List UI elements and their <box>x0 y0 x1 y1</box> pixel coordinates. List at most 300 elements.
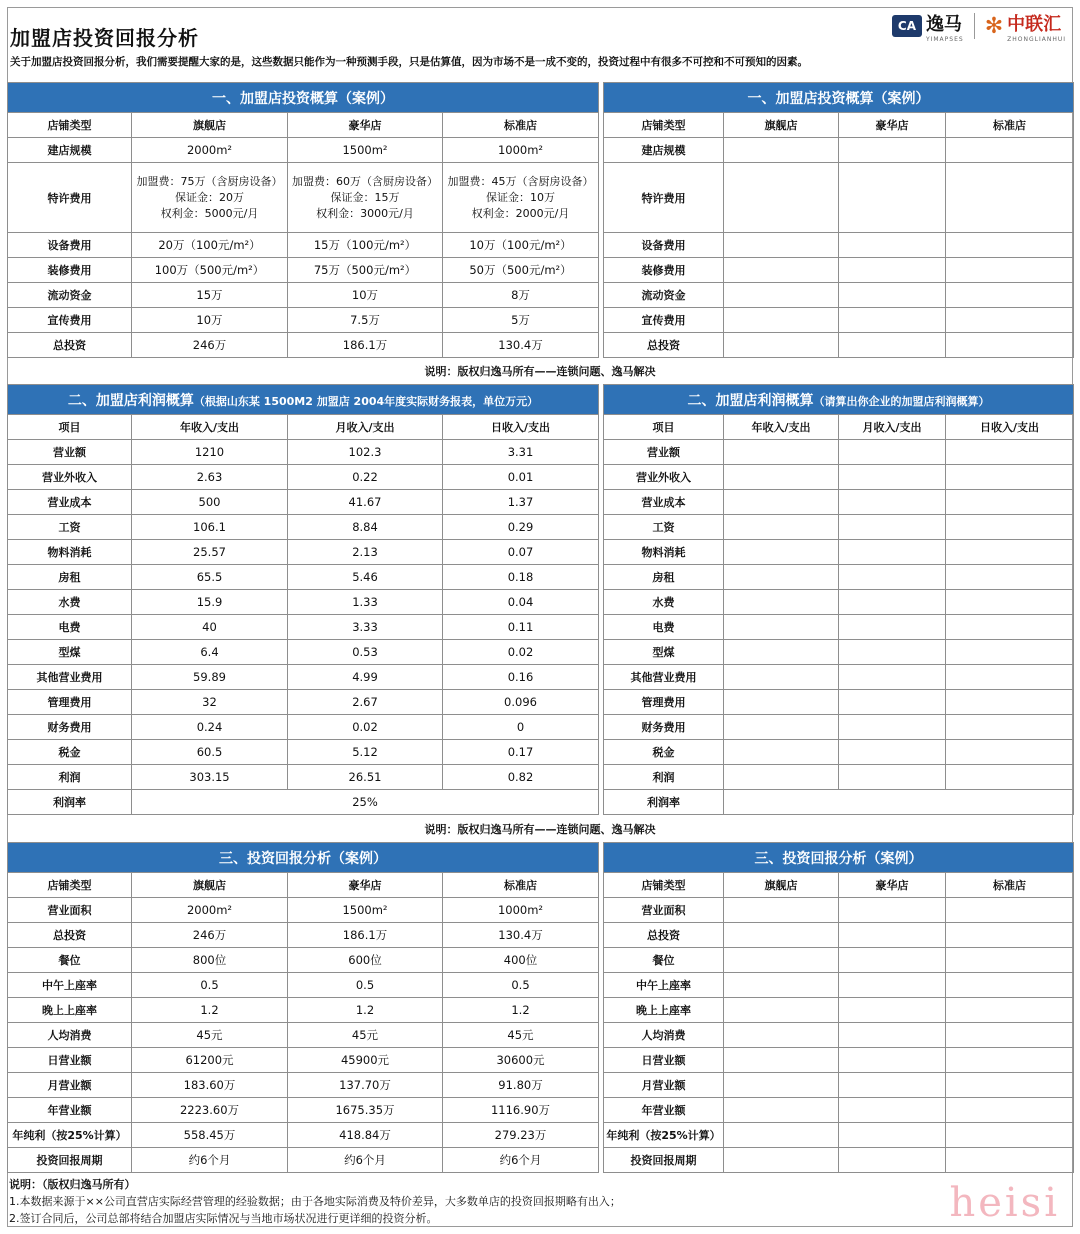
column-header: 项目 <box>8 415 132 440</box>
table-cell: 约6个月 <box>443 1148 599 1173</box>
table-cell: 40 <box>132 615 288 640</box>
empty-cell <box>839 923 946 948</box>
row-label: 流动资金 <box>604 283 724 308</box>
table-cell: 30600元 <box>443 1048 599 1073</box>
empty-cell <box>946 465 1074 490</box>
empty-cell <box>946 740 1074 765</box>
row-label: 财务费用 <box>604 715 724 740</box>
table-row <box>604 1023 1074 1048</box>
column-header: 日收入/支出 <box>443 415 599 440</box>
empty-cell <box>839 665 946 690</box>
empty-cell <box>724 283 839 308</box>
row-label: 营业成本 <box>604 490 724 515</box>
row-label: 宣传费用 <box>8 308 132 333</box>
table-row <box>604 490 1074 515</box>
empty-cell <box>724 1123 839 1148</box>
empty-cell <box>724 333 839 358</box>
table-cell: 61200元 <box>132 1048 288 1073</box>
table-row <box>604 258 1074 283</box>
zhonglianhui-logo-name: 中联汇 <box>1007 13 1062 35</box>
row-label: 营业额 <box>8 440 132 465</box>
empty-cell <box>724 233 839 258</box>
row-label: 装修费用 <box>8 258 132 283</box>
empty-cell <box>839 740 946 765</box>
empty-cell <box>724 1073 839 1098</box>
profit-table-blank <box>603 384 1074 815</box>
table-cell: 10万 <box>132 308 288 333</box>
table-row <box>604 163 1074 233</box>
row-label: 其他营业费用 <box>604 665 724 690</box>
row-label: 年营业额 <box>8 1098 132 1123</box>
row-label: 设备费用 <box>604 233 724 258</box>
table-row <box>604 690 1074 715</box>
empty-cell <box>946 1023 1074 1048</box>
table-cell: 0.16 <box>443 665 599 690</box>
table-cell: 45元 <box>132 1023 288 1048</box>
row-label: 利润率 <box>8 790 132 815</box>
empty-cell <box>946 565 1074 590</box>
empty-cell <box>724 615 839 640</box>
empty-cell <box>946 948 1074 973</box>
table-row <box>604 440 1074 465</box>
row-label: 营业面积 <box>604 898 724 923</box>
yima-logo <box>892 10 964 43</box>
table-cell: 186.1万 <box>288 923 443 948</box>
table-cell: 15.9 <box>132 590 288 615</box>
section-header-title: 二、加盟店利润概算 <box>687 392 814 409</box>
table-row <box>604 515 1074 540</box>
column-header: 旗舰店 <box>132 113 288 138</box>
table-row <box>604 715 1074 740</box>
empty-cell <box>839 440 946 465</box>
table-row <box>604 1123 1074 1148</box>
row-label: 工资 <box>604 515 724 540</box>
row-label: 水费 <box>8 590 132 615</box>
investment-table-example <box>7 82 599 358</box>
yima-logo-name: 逸马 <box>925 13 962 35</box>
return-table-example <box>7 842 599 1173</box>
return-table-blank <box>603 842 1074 1173</box>
row-label: 总投资 <box>8 333 132 358</box>
section-header: 一、加盟店投资概算（案例） <box>8 83 599 113</box>
empty-cell <box>839 490 946 515</box>
table-cell: 10万（100元/m²） <box>443 233 599 258</box>
table-cell: 183.60万 <box>132 1073 288 1098</box>
empty-cell <box>946 163 1074 233</box>
empty-cell <box>724 465 839 490</box>
row-label: 电费 <box>604 615 724 640</box>
empty-cell <box>839 590 946 615</box>
table-row <box>604 923 1074 948</box>
table-cell: 1.33 <box>288 590 443 615</box>
empty-cell <box>839 1023 946 1048</box>
table-cell <box>132 163 288 233</box>
table-cell: 41.67 <box>288 490 443 515</box>
row-label: 宣传费用 <box>604 308 724 333</box>
cell-line: 加盟费：60万（含厨房设备） <box>292 174 438 188</box>
empty-cell <box>946 590 1074 615</box>
table-cell: 45元 <box>288 1023 443 1048</box>
empty-cell <box>839 540 946 565</box>
section-header: 三、投资回报分析（案例） <box>604 843 1074 873</box>
table-cell: 0.22 <box>288 465 443 490</box>
column-header: 店铺类型 <box>604 113 724 138</box>
table-cell: 1116.90万 <box>443 1098 599 1123</box>
table-cell: 2000m² <box>132 138 288 163</box>
table-cell: 1.37 <box>443 490 599 515</box>
empty-cell <box>839 283 946 308</box>
empty-cell <box>946 333 1074 358</box>
empty-cell <box>724 308 839 333</box>
row-label: 房租 <box>8 565 132 590</box>
column-header: 店铺类型 <box>8 873 132 898</box>
empty-cell <box>839 1073 946 1098</box>
empty-cell <box>724 515 839 540</box>
table-cell: 约6个月 <box>288 1148 443 1173</box>
table-row <box>604 590 1074 615</box>
empty-cell <box>839 308 946 333</box>
table-row <box>604 615 1074 640</box>
cell-line: 权利金：3000元/月 <box>316 206 414 220</box>
empty-cell <box>946 715 1074 740</box>
table-cell: 0.04 <box>443 590 599 615</box>
empty-cell <box>946 615 1074 640</box>
table-cell: 0.18 <box>443 565 599 590</box>
row-label: 建店规模 <box>604 138 724 163</box>
row-label: 财务费用 <box>8 715 132 740</box>
empty-cell <box>724 998 839 1023</box>
table-row <box>604 565 1074 590</box>
table-cell: 186.1万 <box>288 333 443 358</box>
empty-cell <box>839 258 946 283</box>
table-cell: 1675.35万 <box>288 1098 443 1123</box>
table-row <box>8 308 599 333</box>
empty-cell <box>724 898 839 923</box>
footer-title: 说明：（版权归逸马所有） <box>9 1178 136 1191</box>
row-label: 利润率 <box>604 790 724 815</box>
table-cell: 246万 <box>132 923 288 948</box>
empty-cell <box>724 490 839 515</box>
column-header: 旗舰店 <box>724 873 839 898</box>
table-cell: 303.15 <box>132 765 288 790</box>
table-row <box>8 1023 599 1048</box>
column-header: 店铺类型 <box>8 113 132 138</box>
table-row <box>604 540 1074 565</box>
table-cell: 0.01 <box>443 465 599 490</box>
cell-line: 保证金：20万 <box>175 190 244 204</box>
empty-cell <box>839 515 946 540</box>
row-label: 建店规模 <box>8 138 132 163</box>
table-row <box>8 973 599 998</box>
page-subtitle: 关于加盟店投资回报分析，我们需要提醒大家的是，这些数据只能作为一种预测手段，只是估算值，因为市场不是一成不变的，投资过程中有很多不可控和不可预知的因素。 <box>10 56 808 68</box>
row-label: 日营业额 <box>8 1048 132 1073</box>
table-cell: 0 <box>443 715 599 740</box>
empty-cell <box>946 923 1074 948</box>
table-cell: 60.5 <box>132 740 288 765</box>
watermark-text: heisi <box>949 1180 1060 1226</box>
column-header: 豪华店 <box>288 873 443 898</box>
table-cell: 0.096 <box>443 690 599 715</box>
empty-cell <box>839 565 946 590</box>
row-label: 型煤 <box>8 640 132 665</box>
zhonglianhui-logo <box>985 10 1066 43</box>
empty-cell <box>724 640 839 665</box>
empty-cell <box>839 465 946 490</box>
table-row <box>8 923 599 948</box>
row-label: 中午上座率 <box>8 973 132 998</box>
row-label: 人均消费 <box>8 1023 132 1048</box>
row-label: 特许费用 <box>604 163 724 233</box>
table-row <box>8 233 599 258</box>
column-header: 日收入/支出 <box>946 415 1074 440</box>
table-cell: 2.13 <box>288 540 443 565</box>
column-header: 豪华店 <box>288 113 443 138</box>
empty-cell <box>946 515 1074 540</box>
empty-cell <box>724 258 839 283</box>
empty-cell <box>724 765 839 790</box>
table-row <box>604 138 1074 163</box>
empty-cell <box>946 138 1074 163</box>
table-cell: 2223.60万 <box>132 1098 288 1123</box>
copyright-note: 说明：版权归逸马所有——连锁问题、逸马解决 <box>424 365 656 378</box>
row-label: 水费 <box>604 590 724 615</box>
table-cell: 50万（500元/m²） <box>443 258 599 283</box>
table-row <box>8 615 599 640</box>
empty-cell <box>724 590 839 615</box>
empty-cell <box>839 615 946 640</box>
empty-cell <box>839 1123 946 1148</box>
row-label: 营业面积 <box>8 898 132 923</box>
section-header-note: （请算出你企业的加盟店利润概算） <box>813 394 990 408</box>
empty-cell <box>839 333 946 358</box>
column-header: 标准店 <box>443 873 599 898</box>
row-label: 税金 <box>8 740 132 765</box>
table-cell: 75万（500元/m²） <box>288 258 443 283</box>
empty-cell <box>946 1123 1074 1148</box>
table-row <box>604 973 1074 998</box>
table-cell: 5万 <box>443 308 599 333</box>
table-cell: 1500m² <box>288 898 443 923</box>
cell-line: 权利金：5000元/月 <box>160 206 259 220</box>
logo-divider <box>974 13 975 39</box>
table-cell: 65.5 <box>132 565 288 590</box>
row-label: 物料消耗 <box>8 540 132 565</box>
table-row <box>8 1073 599 1098</box>
star-icon: ✻ <box>984 13 1004 39</box>
table-row <box>8 465 599 490</box>
empty-cell <box>724 790 1074 815</box>
page-title: 加盟店投资回报分析 <box>10 26 199 50</box>
row-label: 营业额 <box>604 440 724 465</box>
row-label: 总投资 <box>8 923 132 948</box>
empty-cell <box>839 765 946 790</box>
row-label: 其他营业费用 <box>8 665 132 690</box>
row-label: 月营业额 <box>8 1073 132 1098</box>
table-row <box>8 138 599 163</box>
row-label: 税金 <box>604 740 724 765</box>
table-row <box>8 765 599 790</box>
empty-cell <box>724 973 839 998</box>
table-cell: 20万（100元/m²） <box>132 233 288 258</box>
empty-cell <box>946 1098 1074 1123</box>
table-row <box>8 515 599 540</box>
logo-group <box>892 10 1066 42</box>
empty-cell <box>946 690 1074 715</box>
table-row <box>604 998 1074 1023</box>
table-cell: 279.23万 <box>443 1123 599 1148</box>
row-label: 餐位 <box>8 948 132 973</box>
table-row <box>8 1148 599 1173</box>
row-label: 物料消耗 <box>604 540 724 565</box>
table-cell: 0.11 <box>443 615 599 640</box>
empty-cell <box>946 640 1074 665</box>
table-cell: 558.45万 <box>132 1123 288 1148</box>
empty-cell <box>946 765 1074 790</box>
empty-cell <box>724 565 839 590</box>
table-cell: 418.84万 <box>288 1123 443 1148</box>
table-cell: 1000m² <box>443 898 599 923</box>
empty-cell <box>839 163 946 233</box>
row-label: 营业外收入 <box>8 465 132 490</box>
table-row <box>8 565 599 590</box>
table-cell: 0.29 <box>443 515 599 540</box>
empty-cell <box>724 715 839 740</box>
empty-cell <box>839 998 946 1023</box>
empty-cell <box>724 163 839 233</box>
table-cell: 500 <box>132 490 288 515</box>
table-row <box>604 790 1074 815</box>
table-row <box>604 948 1074 973</box>
cell-line: 加盟费：75万（含厨房设备） <box>136 174 283 188</box>
empty-cell <box>946 283 1074 308</box>
column-header: 旗舰店 <box>132 873 288 898</box>
column-header: 店铺类型 <box>604 873 724 898</box>
row-label: 管理费用 <box>604 690 724 715</box>
table-row <box>604 665 1074 690</box>
section-header-note: （根据山东某 1500M2 加盟店 2004年度实际财务报表，单位万元） <box>193 394 539 408</box>
row-label: 总投资 <box>604 923 724 948</box>
table-cell: 1.2 <box>288 998 443 1023</box>
table-cell: 0.07 <box>443 540 599 565</box>
table-cell: 7.5万 <box>288 308 443 333</box>
row-label: 年纯利（按25%计算） <box>604 1123 724 1148</box>
table-cell: 8.84 <box>288 515 443 540</box>
table-cell <box>443 163 599 233</box>
footer-line-2: 2.签订合同后，公司总部将结合加盟店实际情况与当地市场状况进行更详细的投资分析。 <box>9 1212 438 1225</box>
column-header: 标准店 <box>443 113 599 138</box>
row-label: 餐位 <box>604 948 724 973</box>
empty-cell <box>946 1073 1074 1098</box>
empty-cell <box>946 1148 1074 1173</box>
table-cell: 0.5 <box>443 973 599 998</box>
table-row <box>8 740 599 765</box>
table-cell: 32 <box>132 690 288 715</box>
row-label: 设备费用 <box>8 233 132 258</box>
table-row <box>604 283 1074 308</box>
table-cell: 600位 <box>288 948 443 973</box>
row-label: 年纯利（按25%计算） <box>8 1123 132 1148</box>
empty-cell <box>839 233 946 258</box>
row-label: 管理费用 <box>8 690 132 715</box>
empty-cell <box>724 540 839 565</box>
table-row <box>8 665 599 690</box>
table-cell <box>288 163 443 233</box>
empty-cell <box>839 640 946 665</box>
table-cell: 1000m² <box>443 138 599 163</box>
investment-table-blank <box>603 82 1074 358</box>
table-cell: 1.2 <box>443 998 599 1023</box>
table-cell: 6.4 <box>132 640 288 665</box>
table-cell: 91.80万 <box>443 1073 599 1098</box>
table-row <box>604 308 1074 333</box>
column-header: 年收入/支出 <box>132 415 288 440</box>
table-cell: 1210 <box>132 440 288 465</box>
table-cell: 10万 <box>288 283 443 308</box>
table-cell: 2000m² <box>132 898 288 923</box>
table-cell: 0.5 <box>288 973 443 998</box>
table-row <box>604 1098 1074 1123</box>
table-row <box>8 258 599 283</box>
table-cell: 15万 <box>132 283 288 308</box>
row-label: 月营业额 <box>604 1073 724 1098</box>
column-header: 豪华店 <box>839 113 946 138</box>
table-cell: 102.3 <box>288 440 443 465</box>
table-cell: 1.2 <box>132 998 288 1023</box>
empty-cell <box>839 138 946 163</box>
table-row <box>604 740 1074 765</box>
empty-cell <box>724 690 839 715</box>
empty-cell <box>946 490 1074 515</box>
empty-cell <box>839 1048 946 1073</box>
row-label: 投资回报周期 <box>8 1148 132 1173</box>
table-row <box>8 998 599 1023</box>
table-cell: 5.46 <box>288 565 443 590</box>
column-header: 豪华店 <box>839 873 946 898</box>
table-row <box>8 640 599 665</box>
row-label: 年营业额 <box>604 1098 724 1123</box>
row-label: 房租 <box>604 565 724 590</box>
table-cell: 130.4万 <box>443 923 599 948</box>
table-cell: 0.24 <box>132 715 288 740</box>
table-cell: 400位 <box>443 948 599 973</box>
empty-cell <box>839 1148 946 1173</box>
table-cell: 106.1 <box>132 515 288 540</box>
table-cell: 0.5 <box>132 973 288 998</box>
cell-line: 加盟费：45万（含厨房设备） <box>447 174 594 188</box>
table-row <box>8 440 599 465</box>
table-row <box>8 490 599 515</box>
table-row <box>604 233 1074 258</box>
column-header: 月收入/支出 <box>839 415 946 440</box>
column-header: 标准店 <box>946 113 1074 138</box>
empty-cell <box>839 1098 946 1123</box>
empty-cell <box>724 740 839 765</box>
column-header: 月收入/支出 <box>288 415 443 440</box>
cell-line: 保证金：15万 <box>330 190 400 204</box>
table-row <box>8 790 599 815</box>
table-row <box>8 690 599 715</box>
table-cell: 4.99 <box>288 665 443 690</box>
table-cell: 0.17 <box>443 740 599 765</box>
row-label: 营业外收入 <box>604 465 724 490</box>
copyright-note: 说明：版权归逸马所有——连锁问题、逸马解决 <box>424 823 656 836</box>
table-row <box>604 1148 1074 1173</box>
table-row <box>8 1123 599 1148</box>
row-label: 工资 <box>8 515 132 540</box>
empty-cell <box>946 233 1074 258</box>
table-row <box>8 1098 599 1123</box>
table-row <box>8 540 599 565</box>
